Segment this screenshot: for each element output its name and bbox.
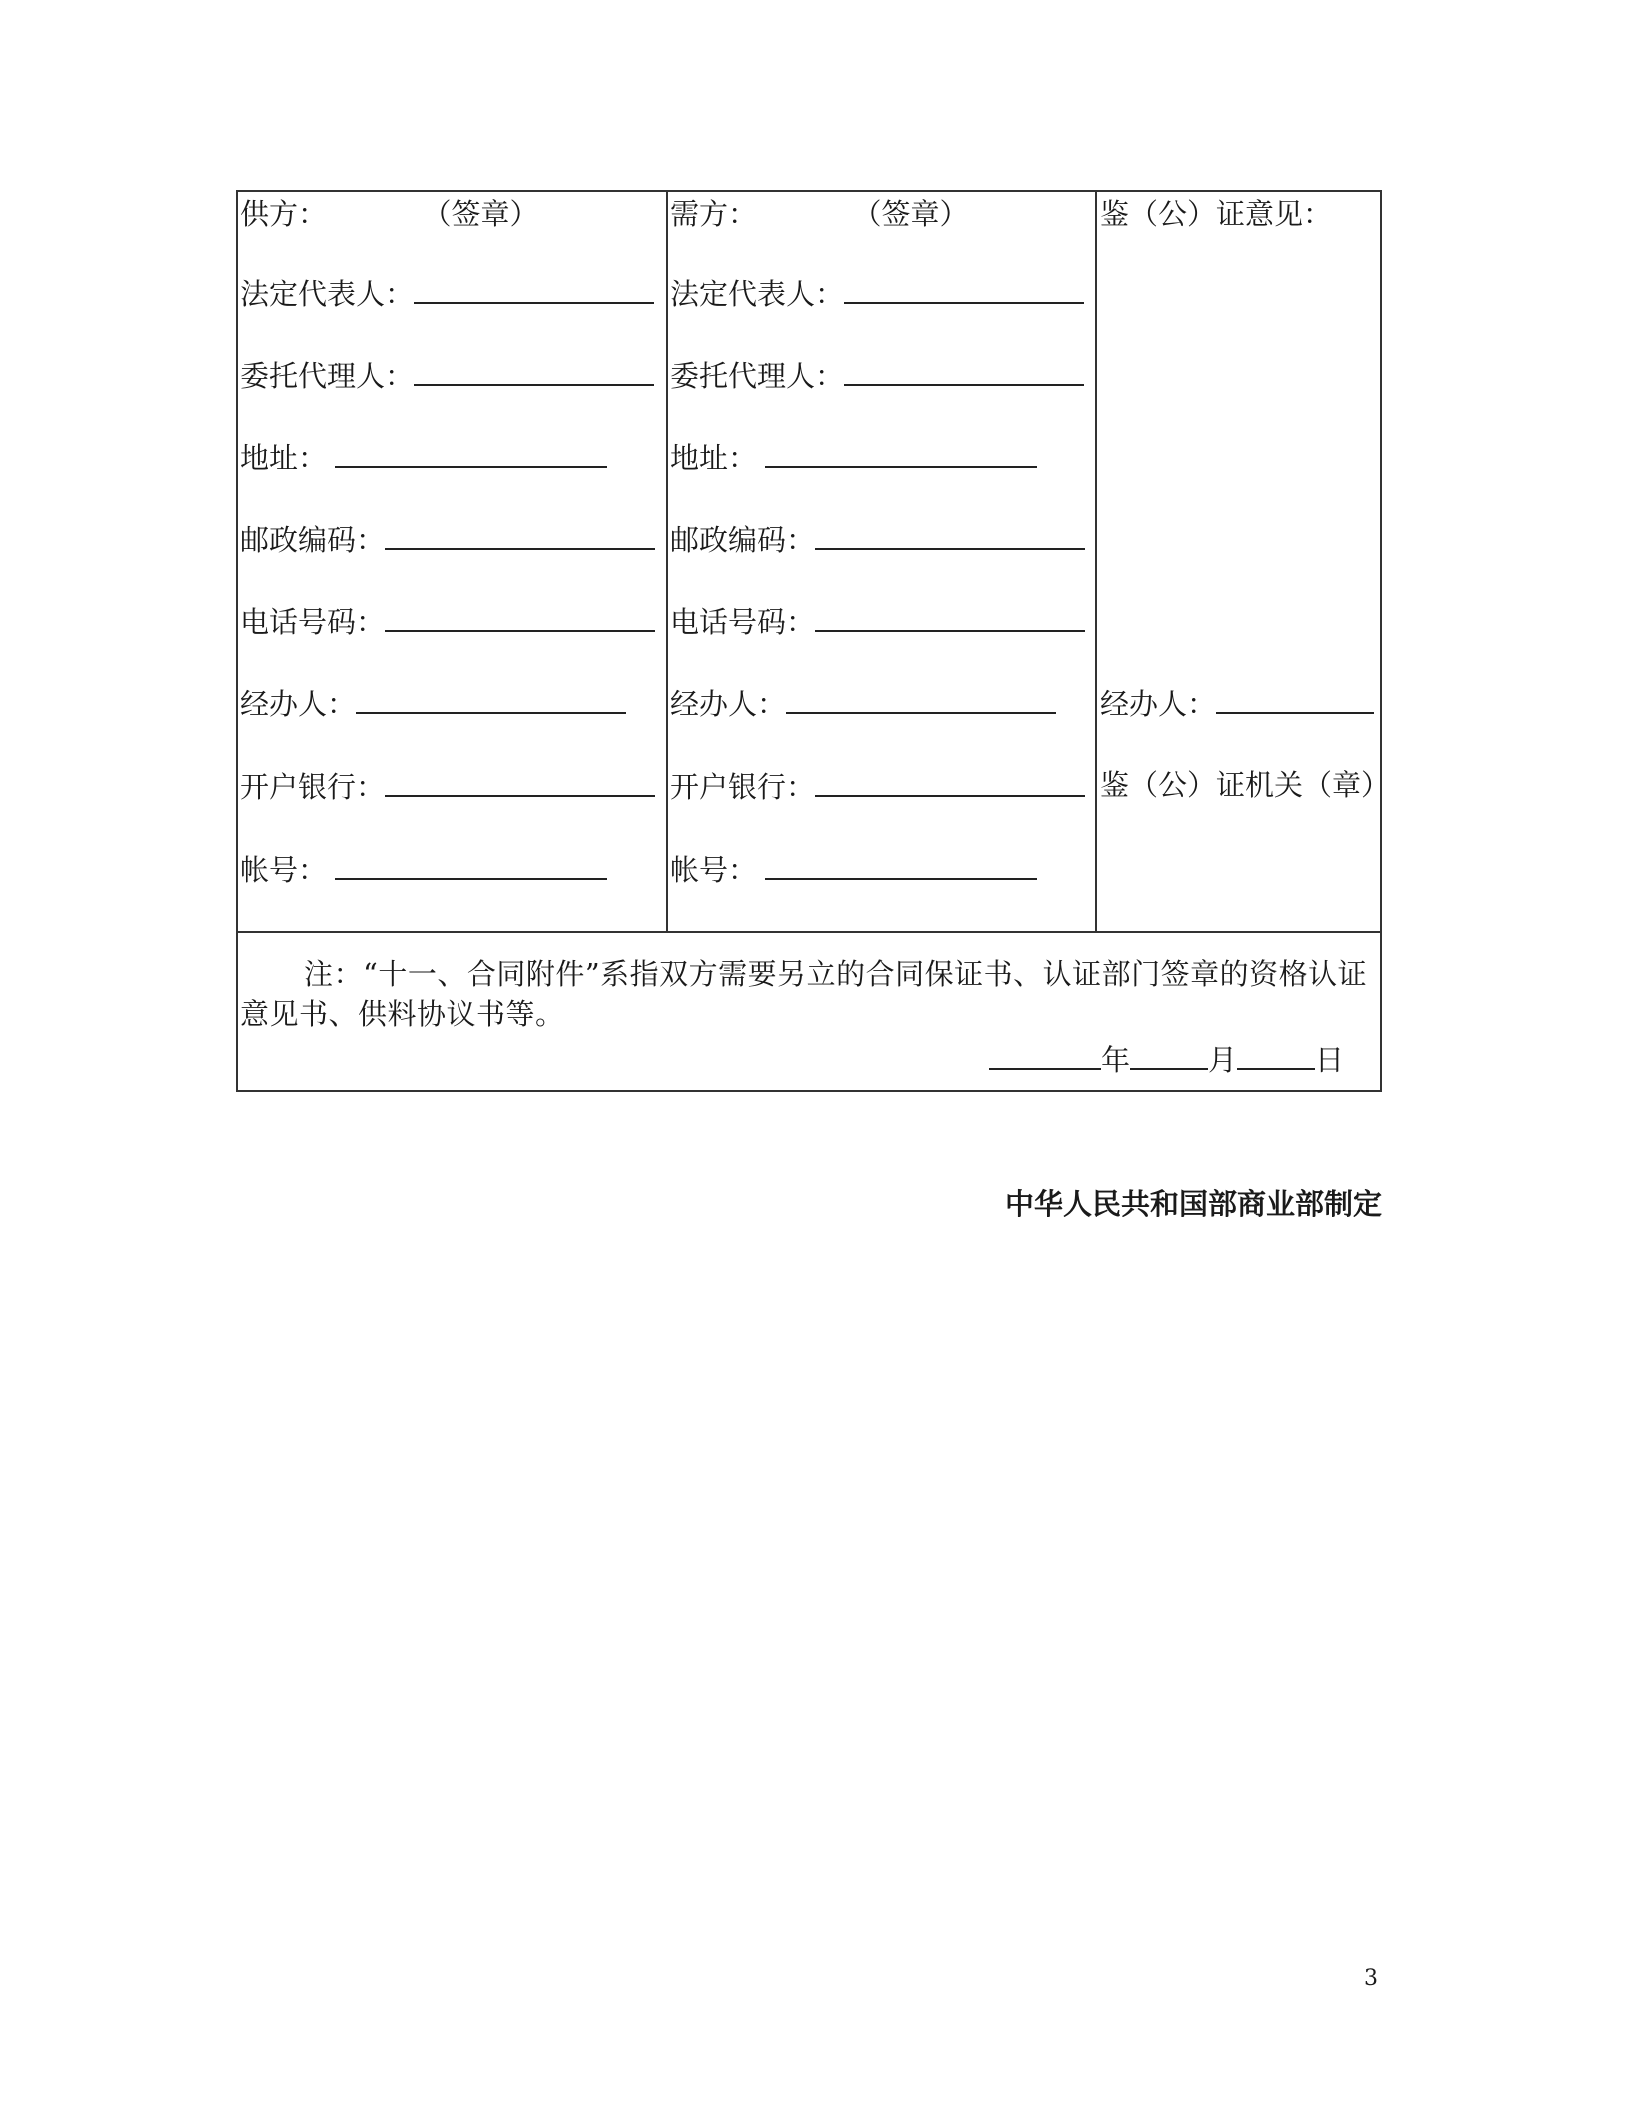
annex-note: 注：“十一、合同附件”系指双方需要另立的合同保证书、认证部门签章的资格认证意见书、供料协议书等。 (240, 957, 1368, 1031)
supplier-header: 供方： （签章） (240, 197, 539, 231)
buyer-postcode: 邮政编码： (670, 520, 1085, 558)
buyer-account: 帐号： (670, 850, 1037, 888)
contract-signature-table (236, 190, 1391, 1092)
date-line: 年 月 日 (989, 1040, 1344, 1078)
buyer-phone: 电话号码： (670, 602, 1085, 640)
supplier-bank: 开户银行： (240, 767, 655, 805)
page-number: 3 (1364, 1966, 1378, 1991)
issuing-authority: 中华人民共和国部商业部制定 (1004, 1187, 1382, 1221)
column-divider (666, 192, 668, 933)
supplier-address: 地址： (240, 438, 607, 476)
supplier-phone: 电话号码： (240, 602, 655, 640)
supplier-handler: 经办人： (240, 684, 626, 722)
row-divider (238, 931, 1380, 933)
supplier-account: 帐号： (240, 850, 607, 888)
column-divider (1095, 192, 1097, 933)
buyer-agent: 委托代理人： (670, 356, 1084, 394)
notary-opinion-header: 鉴（公）证意见： (1100, 197, 1333, 231)
buyer-bank: 开户银行： (670, 767, 1085, 805)
buyer-address: 地址： (670, 438, 1037, 476)
buyer-header: 需方： （签章） (670, 197, 969, 231)
buyer-legal-rep: 法定代表人： (670, 274, 1084, 312)
buyer-handler: 经办人： (670, 684, 1056, 722)
notary-authority-seal: 鉴（公）证机关（章） (1100, 768, 1391, 802)
supplier-agent: 委托代理人： (240, 356, 654, 394)
supplier-legal-rep: 法定代表人： (240, 274, 654, 312)
notary-handler: 经办人： (1100, 684, 1374, 722)
supplier-postcode: 邮政编码： (240, 520, 655, 558)
